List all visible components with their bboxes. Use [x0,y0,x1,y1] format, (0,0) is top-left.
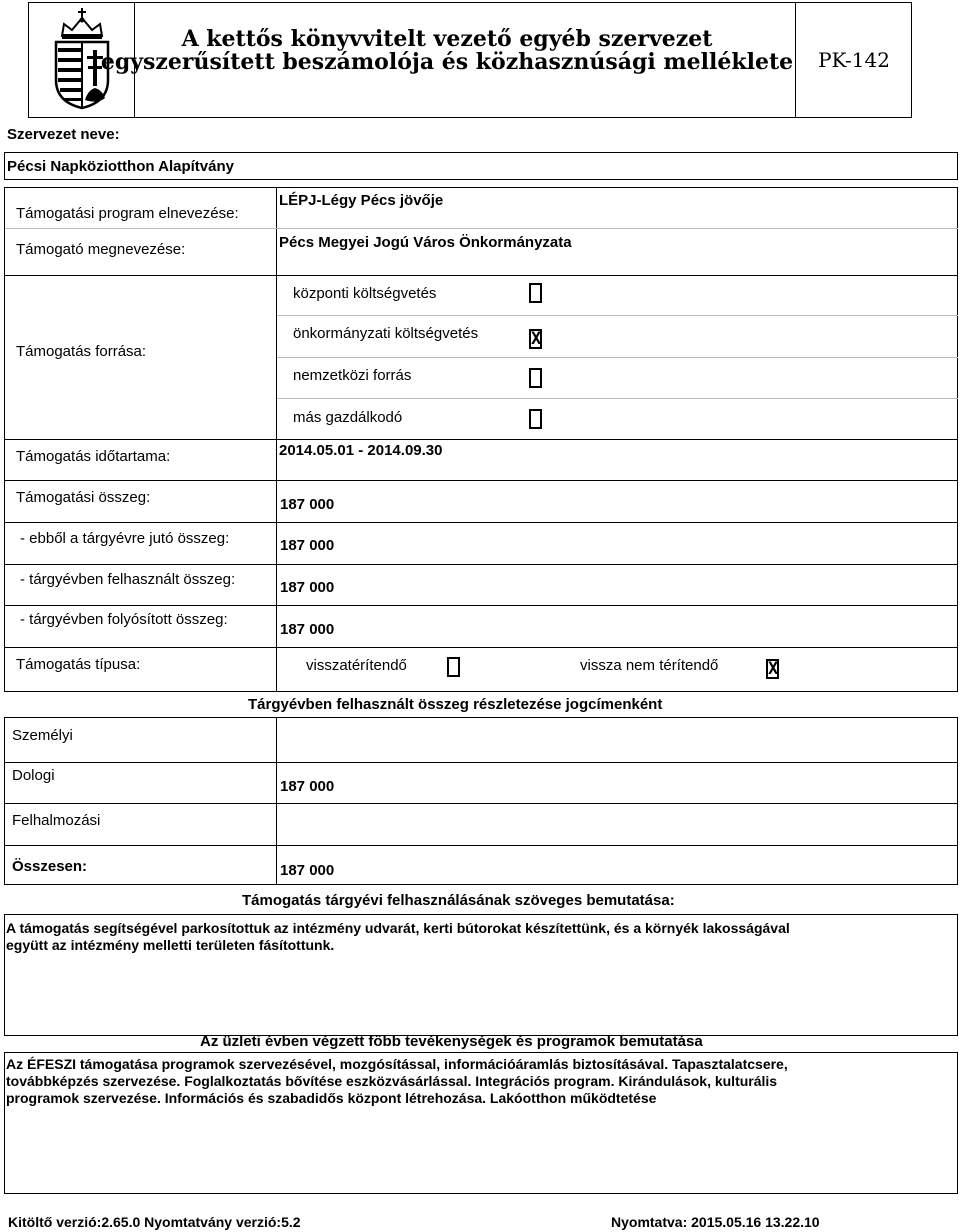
type-nonrefundable-checkbox[interactable]: X [768,659,779,679]
source-label: Támogatás forrása: [16,343,147,360]
divider [5,228,958,229]
form-title-line1: A kettős könyvvitelt vezető egyéb szervezet [181,26,713,52]
divider [5,762,958,763]
org-name-label: Szervezet neve: [7,126,120,143]
year-amount-label: - ebből a tárgyévre jutó összeg: [20,530,230,547]
breakdown-heading: Tárgyévben felhasznált összeg részletezése jogcímenként [248,696,663,713]
year-amount-value: 187 000 [280,537,335,554]
material-label: Dologi [12,767,55,784]
divider [5,439,958,440]
breakdown-table [4,717,958,885]
used-amount-label: - tárgyévben felhasznált összeg: [20,571,236,588]
duration-value: 2014.05.01 - 2014.09.30 [279,442,443,459]
form-code: PK-142 [818,48,890,72]
paid-amount-value: 187 000 [280,621,335,638]
org-name-value: Pécsi Napköziotthon Alapítvány [7,158,234,175]
usage-text-line: együtt az intézmény melletti területen fásítottunk. [6,937,335,953]
usage-heading: Támogatás tárgyévi felhasználásának szöveges bemutatása: [242,892,675,909]
type-refundable-label: visszatérítendő [306,657,407,674]
source-checkbox[interactable] [529,409,542,429]
type-label: Támogatás típusa: [16,656,141,673]
divider [5,480,958,481]
divider [5,275,958,276]
type-nonrefundable-label: vissza nem térítendő [580,657,719,674]
divider [5,522,958,523]
breakdown-column-divider [276,717,277,885]
divider [277,398,958,399]
source-option-label: önkormányzati költségvetés [293,325,479,342]
divider [5,803,958,804]
divider [277,315,958,316]
source-option-label: más gazdálkodó [293,409,403,426]
source-option-label: nemzetközi forrás [293,367,412,384]
divider [5,564,958,565]
supporter-value: Pécs Megyei Jogú Város Önkormányzata [279,234,572,251]
amount-value: 187 000 [280,496,335,513]
duration-label: Támogatás időtartama: [16,448,171,465]
activities-heading: Az üzleti évben végzett főbb tevékenységek és programok bemutatása [200,1033,703,1050]
divider [5,845,958,846]
total-label: Összesen: [12,858,88,875]
form-title-line2: egyszerűsített beszámolója és közhasznúsági melléklete [100,49,794,75]
total-value: 187 000 [280,862,335,879]
supporter-label: Támogató megnevezése: [16,241,186,258]
amount-label: Támogatási összeg: [16,489,151,506]
material-value: 187 000 [280,778,335,795]
paid-amount-label: - tárgyévben folyósított összeg: [20,611,228,628]
used-amount-value: 187 000 [280,579,335,596]
divider [5,605,958,606]
accumulation-label: Felhalmozási [12,812,101,829]
type-refundable-checkbox[interactable] [447,657,460,677]
activities-text-line: Az ÉFESZI támogatása programok szervezésével, mozgósítással, információáramlás biztosításával. Tapasztalatcsere, [6,1056,788,1072]
personal-label: Személyi [12,727,73,744]
source-checkbox[interactable] [529,368,542,388]
divider [5,647,958,648]
footer-print-date: Nyomtatva: 2015.05.16 13.22.10 [611,1214,820,1230]
source-checkbox[interactable] [529,283,542,303]
program-value: LÉPJ-Légy Pécs jövője [279,192,444,209]
source-option-label: központi költségvetés [293,285,437,302]
source-checkbox[interactable]: X [531,329,542,349]
program-label: Támogatási program elnevezése: [16,205,239,222]
usage-text-line: A támogatás segítségével parkosítottuk az intézmény udvarát, kerti bútorokat készítettünk, és a környék lakosságával [6,920,790,936]
activities-text-line: programok szervezése. Információs és szabadidős központ létrehozása. Lakóotthon működtetése [6,1090,657,1106]
footer-version: Kitöltő verzió:2.65.0 Nyomtatvány verzió:5.2 [8,1214,301,1230]
divider [277,357,958,358]
activities-text-line: továbbképzés szervezése. Foglalkoztatás bővítése eszközvásárlással. Integrációs program. Kirándulások, kulturális [6,1073,778,1089]
